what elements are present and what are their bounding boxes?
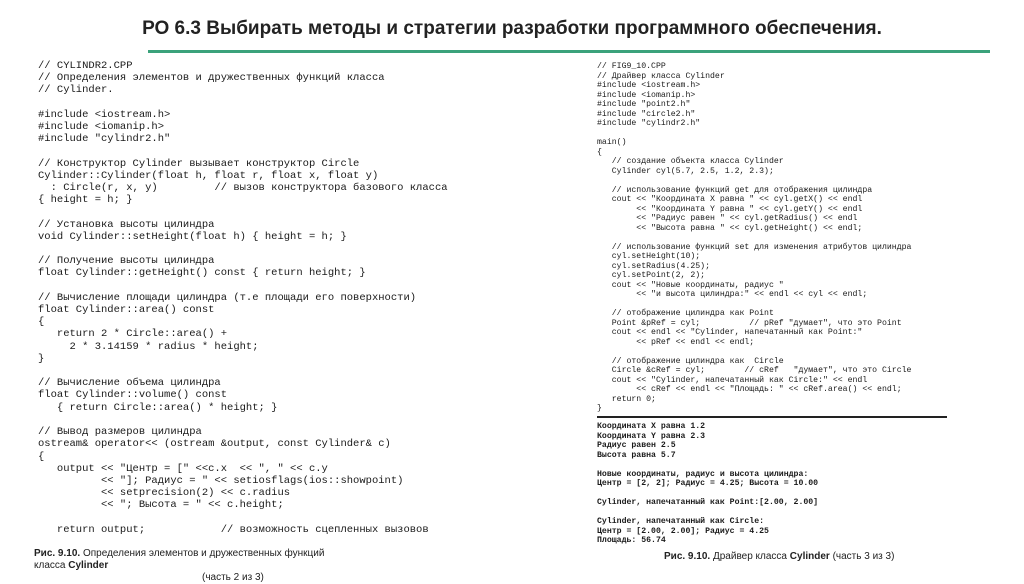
slide-title: РО 6.3 Выбирать методы и стратегии разработки программного обеспечения. [142,18,882,39]
right-caption-class-name: Cylinder [789,551,830,562]
output-separator [597,416,947,418]
left-caption-text: Определения элементов и дружественных функций класса [34,548,325,571]
title-underline [148,50,990,53]
right-caption-fig-number: Рис. 9.10. [664,551,711,562]
left-caption-part: (часть 2 из 3) [202,572,264,583]
left-caption-class-name: Cylinder [68,560,109,571]
right-figure-caption [664,551,894,563]
right-caption-part: (часть 3 из 3) [829,551,895,562]
left-figure-caption [34,548,334,584]
right-caption-text: Драйвер класса [710,551,790,562]
left-caption-fig-number: Рис. 9.10. [34,548,81,559]
program-output: Координата X равна 1.2 Координата Y равна 2.3 Радиус равен 2.5 Высота равна 5.7 Новые координаты, радиус и высота цилиндра: Центр = [2, 2]; Радиус = 4.25; Высота = 10.00 Cylinder, напечатанный как Point:[2.00, 2.00] Cylinder, напечатанный как Circle: Центр = [2.00, 2.00]; Радиус = 4.25 Площадь: 56.74 [597,422,819,545]
cylinder-definitions-code: // CYLINDR2.CPP // Определения элементов и дружественных функций класса // Cylinder. #include <iostream.h> #include <iomanip.h> #include "cylindr2.h" // Конструктор Cylinder вызывает конструктор Circle Cylinder::Cylinder(float h, float r, float x, float y) : Circle(r, x, y) // вызов конструктора базового класса { height = h; } // Установка высоты цилиндра void Cylinder::setHeight(float h) { height = h; } // Получение высоты цилиндра float Cylinder::getHeight() const { return height; } // Вычисление площади цилиндра (т.е площади его поверхности) float Cylinder::area() const { return 2 * Circle::area() + 2 * 3.14159 * radius * height; } // Вычисление объема цилиндра float Cylinder::volume() const { return Circle::area() * height; } // Вывод размеров цилиндра ostream& operator<< (ostream &output, const Cylinder& c) { output << "Центр = [" <<c.x << ", " << c.y << "]; Радиус = " << setiosflags(ios::showpoint) << setprecision(2) << c.radius << "; Высота = " << c.height; return output; // возможность сцепленных вызовов [38,60,448,536]
cylinder-driver-code: // FIG9_10.CPP // Драйвер класса Cylinder #include <iostream.h> #include <iomanip.h> #include "point2.h" #include "circle2.h" #include "cylindr2.h" main() { // создание объекта класса Cylinder Cylinder cyl(5.7, 2.5, 1.2, 2.3); // использование функций get для отображения цилиндра cout << "Координата X равна " << cyl.getX() << endl << "Координата Y равна " << cyl.getY() << endl << "Радиус равен " << cyl.getRadius() << endl << "Высота равна " << cyl.getHeight() << endl; // использование функций set для изменения атрибутов цилиндра cyl.setHeight(10); cyl.setRadius(4.25); cyl.setPoint(2, 2); cout << "Новые координаты, радиус " << "и высота цилиндра:" << endl << cyl << endl; // отображение цилиндра как Point Point &pRef = cyl; // pRef "думает", что это Point cout << endl << "Cylinder, напечатанный как Point:" << pRef << endl << endl; // отображение цилиндра как Circle Circle &cRef = cyl; // cRef "думает", что это Circle cout << "Cylinder, напечатанный как Circle:" << endl << cRef << endl << "Площадь: " << cRef.area() << endl; return 0; } [597,62,912,413]
